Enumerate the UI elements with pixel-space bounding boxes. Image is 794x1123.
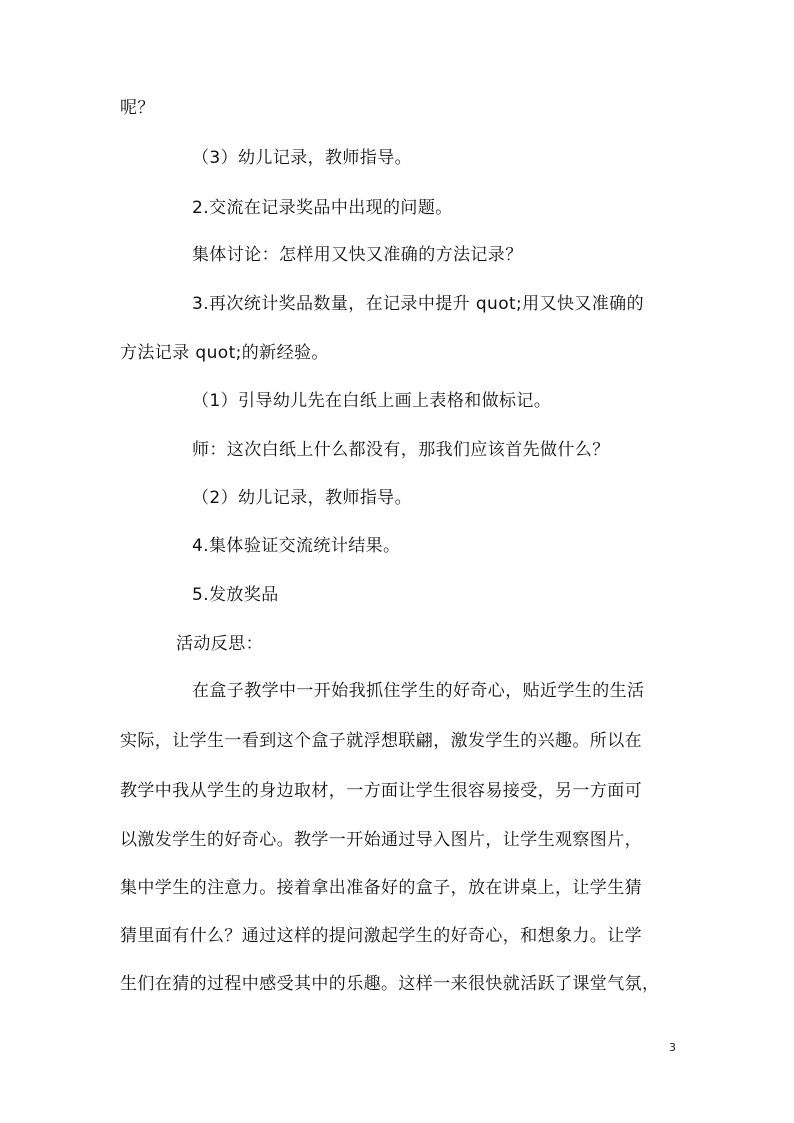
text-line: 生们在猜的过程中感受其中的乐趣。这样一来很快就活跃了课堂气氛， bbox=[120, 974, 660, 994]
text-line: 教学中我从学生的身边取材，一方面让学生很容易接受，另一方面可 bbox=[120, 781, 642, 801]
text-line: 以激发学生的好奇心。教学一开始通过导入图片，让学生观察图片， bbox=[120, 830, 642, 850]
text-line: 在盒子教学中一开始我抓住学生的好奇心，贴近学生的生活 bbox=[192, 681, 645, 701]
text-line: 集体讨论：怎样用又快又准确的方法记录？ bbox=[192, 245, 523, 265]
text-line: 实际，让学生一看到这个盒子就浮想联翩，激发学生的兴趣。所以在 bbox=[120, 731, 642, 751]
text-line: 呢？ bbox=[120, 98, 155, 118]
text-line: 5.发放奖品 bbox=[192, 585, 279, 605]
text-line: 4.集体验证交流统计结果。 bbox=[192, 536, 401, 556]
text-line: 2.交流在记录奖品中出现的问题。 bbox=[192, 198, 453, 218]
text-line: 集中学生的注意力。接着拿出准备好的盒子，放在讲桌上，让学生猜 bbox=[120, 878, 642, 898]
text-line: 方法记录 quot;的新经验。 bbox=[120, 343, 329, 363]
text-line: （1）引导幼儿先在白纸上画上表格和做标记。 bbox=[192, 391, 552, 411]
section-heading: 活动反思： bbox=[176, 634, 263, 654]
text-line: （3）幼儿记录，教师指导。 bbox=[192, 148, 413, 168]
page-number: 3 bbox=[669, 1041, 676, 1054]
text-line: 师：这次白纸上什么都没有，那我们应该首先做什么？ bbox=[192, 440, 610, 460]
text-line: 3.再次统计奖品数量，在记录中提升 quot;用又快又准确的 bbox=[192, 294, 644, 314]
text-line: 猜里面有什么？通过这样的提问激起学生的好奇心，和想象力。让学 bbox=[120, 926, 642, 946]
text-line: （2）幼儿记录，教师指导。 bbox=[192, 488, 413, 508]
